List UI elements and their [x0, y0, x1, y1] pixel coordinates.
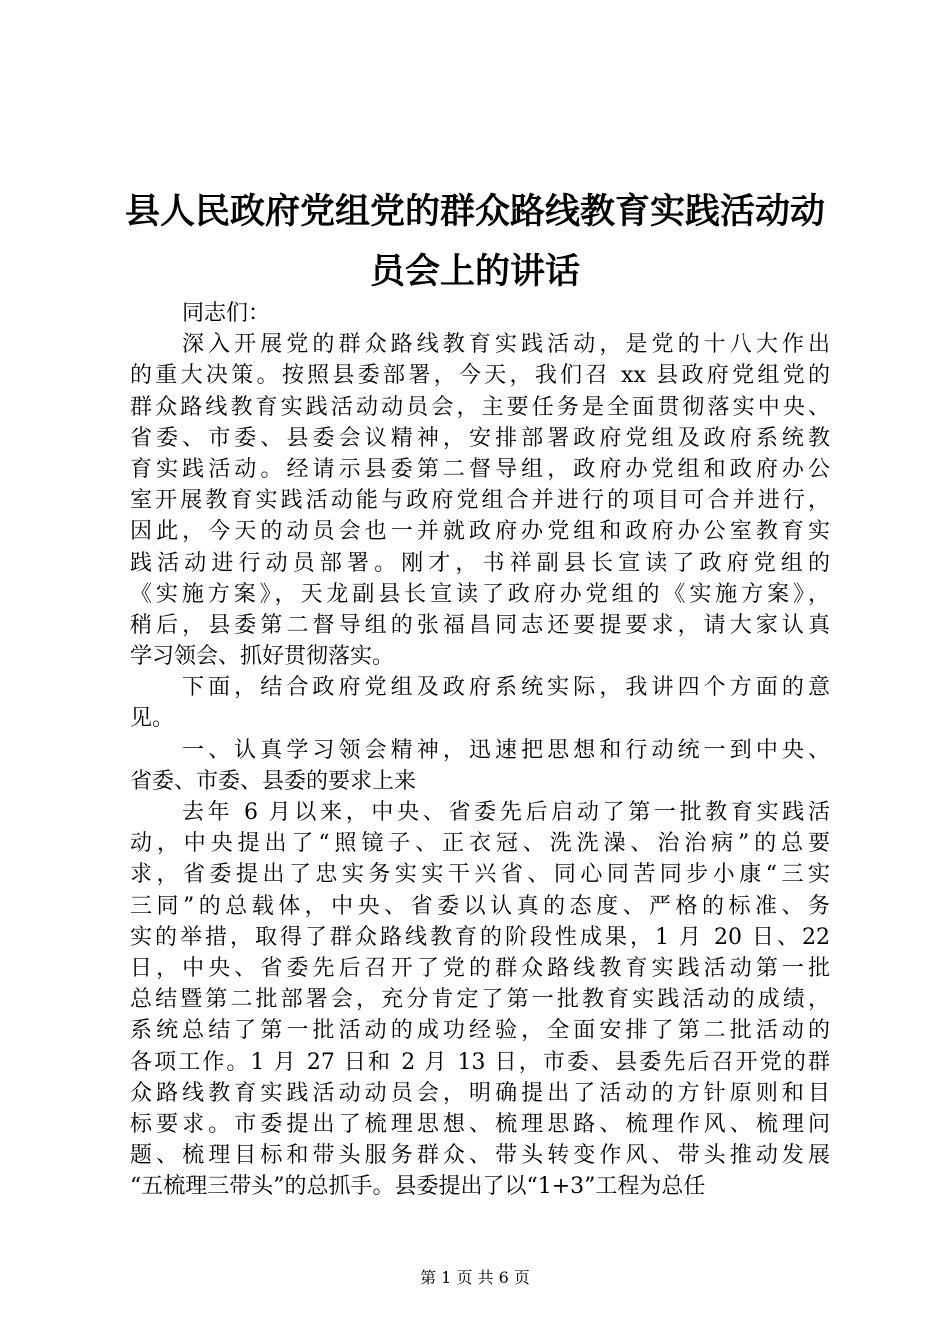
- paragraph-line: 室开展教育实践活动能与政府党组合并进行的项目可合并进行，: [130, 488, 830, 514]
- paragraph: [130, 735, 830, 797]
- paragraph-line: 标要求。市委提出了梳理思想、梳理思路、梳理作风、梳理问: [130, 1111, 830, 1137]
- paragraph-line: 同志们：: [182, 301, 271, 326]
- paragraph-line: 深入开展党的群众路线教育实践活动，是党的十八大作出: [182, 332, 830, 358]
- paragraph-line: 众路线教育实践活动动员会，明确提出了活动的方针原则和目: [130, 1080, 830, 1106]
- paragraph-line: 实的举措，取得了群众路线教育的阶段性成果，1 月 20 日、22: [130, 924, 830, 950]
- paragraph-line: 省委、市委、县委会议精神，安排部署政府党组及政府系统教: [130, 425, 830, 451]
- paragraph-line: 学习领会、抓好贯彻落实。: [130, 644, 395, 670]
- paragraph: [130, 797, 830, 1202]
- paragraph: [130, 298, 830, 329]
- paragraph-line: 《实施方案》，天龙副县长宣读了政府办党组的《实施方案》，: [130, 581, 830, 607]
- paragraph-line: 系统总结了第一批活动的成功经验，全面安排了第二批活动的: [130, 1018, 830, 1044]
- paragraph-line: 总结暨第二批部署会，充分肯定了第一批教育实践活动的成绩，: [130, 987, 830, 1013]
- paragraph-line: 育实践活动。经请示县委第二督导组，政府办党组和政府办公: [130, 456, 830, 482]
- paragraph-line: “五梳理三带头”的总抓手。县委提出了以“1+3”工程为总任: [130, 1174, 706, 1200]
- page-footer: 第 1 页 共 6 页: [420, 1268, 530, 1287]
- paragraph-line: 去年 6 月以来，中央、省委先后启动了第一批教育实践活: [182, 800, 830, 825]
- paragraph-line: 因此，今天的动员会也一并就政府办党组和政府办公室教育实: [130, 519, 830, 545]
- paragraph: [130, 329, 830, 672]
- paragraph-line: 各项工作。1 月 27 日和 2 月 13 日，市委、县委先后召开党的群: [130, 1049, 830, 1075]
- paragraph-line: 三同”的总载体，中央、省委以认真的态度、严格的标准、务: [130, 893, 830, 919]
- paragraph-line: 群众路线教育实践活动动员会，主要任务是全面贯彻落实中央、: [130, 394, 830, 420]
- paragraph-line: 题、梳理目标和带头服务群众、带头转变作风、带头推动发展: [130, 1143, 830, 1169]
- paragraph-line: 见。: [130, 706, 175, 732]
- paragraph: [130, 672, 830, 734]
- paragraph-line: 动，中央提出了“照镜子、正衣冠、洗洗澡、治治病”的总要: [130, 831, 830, 857]
- paragraph-line: 省委、市委、县委的要求上来: [130, 768, 417, 794]
- paragraph-line: 日，中央、省委先后召开了党的群众路线教育实践活动第一批: [130, 955, 830, 981]
- paragraph-line: 践活动进行动员部署。刚才，书祥副县长宣读了政府党组的: [130, 550, 830, 576]
- paragraph-line: 一、认真学习领会精神，迅速把思想和行动统一到中央、: [182, 737, 830, 763]
- paragraph-line: 的重大决策。按照县委部署，今天，我们召 xx 县政府党组党的: [130, 363, 830, 389]
- document-title-line-1: 县人民政府党组党的群众路线教育实践活动动: [124, 191, 825, 232]
- paragraph-line: 下面，结合政府党组及政府系统实际，我讲四个方面的意: [182, 675, 830, 701]
- document-body: [130, 298, 830, 1202]
- document-title-line-2: 员会上的讲话: [369, 251, 580, 292]
- paragraph-line: 求，省委提出了忠实务实实干兴省、同心同苦同步小康“三实: [130, 862, 830, 888]
- paragraph-line: 稍后，县委第二督导组的张福昌同志还要提要求，请大家认真: [130, 612, 830, 638]
